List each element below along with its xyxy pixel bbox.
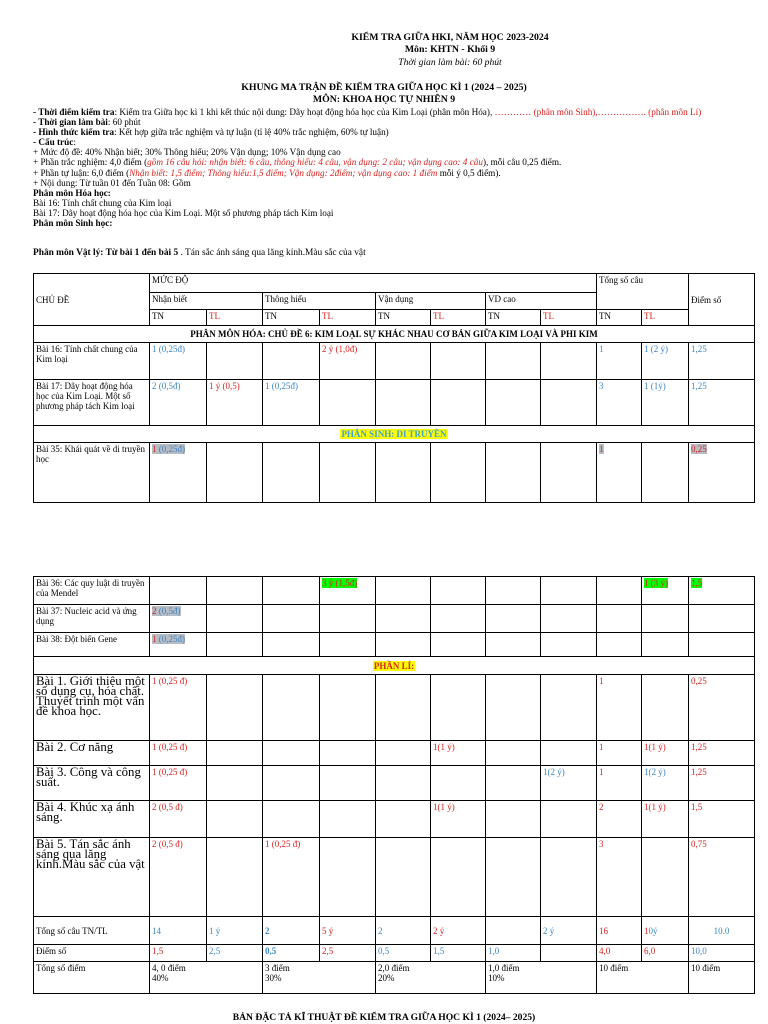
- header-tn: TN: [150, 310, 207, 326]
- cell: 1 (0,25đ): [263, 380, 320, 426]
- cell: [431, 675, 486, 741]
- cell: 1,5: [689, 801, 755, 838]
- cell: [486, 917, 541, 945]
- cell: [376, 605, 431, 633]
- header-levels: MỨC ĐỘ: [150, 274, 597, 293]
- cell: 1(2 ý): [642, 766, 689, 801]
- note-lesson-16: Bài 16: Tính chất chung của Kim loại: [33, 197, 172, 208]
- cell: [431, 343, 486, 380]
- cell: 2 (0,5 đ): [150, 838, 207, 917]
- cell: 10,0: [689, 945, 755, 962]
- cell: [486, 343, 541, 380]
- row-physics-lesson-2: Bài 2. Cơ năng: [34, 741, 150, 766]
- header-tl: TL: [642, 310, 689, 326]
- cell: [207, 577, 263, 605]
- cell: 1 (0,25 đ): [150, 741, 207, 766]
- cell: [150, 577, 207, 605]
- cell: 1(1 ý): [642, 741, 689, 766]
- cell: [431, 605, 486, 633]
- cell: [263, 343, 320, 380]
- cell: [320, 380, 376, 426]
- cell: 4,0: [597, 945, 642, 962]
- cell: [376, 380, 431, 426]
- cell: [263, 577, 320, 605]
- cell: 5 ý: [320, 917, 376, 945]
- header-topic: CHỦ ĐỀ: [34, 274, 150, 326]
- cell: [263, 766, 320, 801]
- note-biology-heading: Phân môn Sinh học:: [33, 218, 113, 229]
- matrix-table-part1: [33, 273, 755, 503]
- cell: 1 (0,25đ): [150, 343, 207, 380]
- cell: 1 (0,25đ): [150, 633, 207, 657]
- matrix-title: KHUNG MA TRẬN ĐỀ KIỂM TRA GIỮA HỌC KÌ 1 (2024 – 2025): [241, 82, 527, 93]
- cell: [597, 577, 642, 605]
- cell: [541, 741, 597, 766]
- row-lesson-37: Bài 37: Nucleic acid và ứng dụng: [34, 605, 150, 633]
- cell: [486, 838, 541, 917]
- cell: 10ý: [642, 917, 689, 945]
- cell: [541, 577, 597, 605]
- cell: 1: [597, 443, 642, 503]
- row-physics-lesson-5: Bài 5. Tán sắc ánh sáng qua lăng kính.Màu sắc của vật: [34, 838, 150, 917]
- cell: [320, 605, 376, 633]
- cell: [376, 675, 431, 741]
- cell: 2 (0,5đ): [150, 380, 207, 426]
- cell: 1,25: [689, 766, 755, 801]
- cell: [207, 838, 263, 917]
- header-score: Điểm số: [689, 274, 755, 326]
- cell: [541, 801, 597, 838]
- header-tl: TL: [207, 310, 263, 326]
- cell: 0,25: [689, 675, 755, 741]
- cell: 1,0 điểm 10%: [486, 962, 597, 994]
- cell: 2 (0,5đ): [150, 605, 207, 633]
- note-levels: + Mức độ đề: 40% Nhận biết; 30% Thông hiểu; 20% Vận dụng; 10% Vận dụng cao: [33, 147, 341, 158]
- cell: 2 (0,5 đ): [150, 801, 207, 838]
- cell: [597, 633, 642, 657]
- cell: 3: [597, 380, 642, 426]
- header-level-apply: Vận dụng: [376, 293, 486, 310]
- cell: [207, 766, 263, 801]
- cell: 16: [597, 917, 642, 945]
- cell: [376, 766, 431, 801]
- cell: [597, 605, 642, 633]
- cell: [486, 443, 541, 503]
- cell: [207, 675, 263, 741]
- cell: [431, 380, 486, 426]
- cell: [263, 675, 320, 741]
- cell: 0,5: [376, 945, 431, 962]
- header-tn: TN: [597, 310, 642, 326]
- cell: [263, 605, 320, 633]
- row-physics-lesson-4: Bài 4. Khúc xạ ánh sáng.: [34, 801, 150, 838]
- cell: 6,0: [642, 945, 689, 962]
- cell: [689, 633, 755, 657]
- cell: [486, 633, 541, 657]
- cell: 1: [597, 741, 642, 766]
- cell: [431, 443, 486, 503]
- cell: [689, 605, 755, 633]
- cell: [541, 443, 597, 503]
- header-level-advanced: VD cao: [486, 293, 597, 310]
- cell: 1(1 ý): [431, 801, 486, 838]
- cell: [541, 945, 597, 962]
- cell: [320, 633, 376, 657]
- cell: [486, 766, 541, 801]
- note-essay: + Phần tự luận: 6,0 điểm (Nhận biết: 1,5 điểm; Thông hiểu:1,5 điểm; Vận dụng: 2điểm; vận dụng cao: 1 điểm mỗi ý 0,5 điểm).: [33, 167, 501, 178]
- cell: 10 điểm: [689, 962, 755, 994]
- cell: 1 ý: [207, 917, 263, 945]
- cell: [642, 675, 689, 741]
- cell: 1 ý (0,5): [207, 380, 263, 426]
- cell: 1 (1ý): [642, 380, 689, 426]
- cell: 1 (3 ý): [642, 577, 689, 605]
- cell: [486, 741, 541, 766]
- cell: 1: [597, 675, 642, 741]
- cell: [320, 766, 376, 801]
- cell: 1,0: [486, 945, 541, 962]
- row-total-questions: Tổng số câu TN/TL: [34, 917, 150, 945]
- cell: 2,5: [320, 945, 376, 962]
- cell: [541, 633, 597, 657]
- note-chemistry-heading: Phân môn Hóa học:: [33, 187, 111, 198]
- cell: 2,0 điểm 20%: [376, 962, 486, 994]
- header-level-recognize: Nhận biết: [150, 293, 263, 310]
- row-score: Điểm số: [34, 945, 150, 962]
- note-physics: Phân môn Vật lý: Từ bài 1 đến bài 5 . Tán sắc ánh sáng qua lăng kính.Màu sắc của vật: [33, 248, 366, 258]
- cell: 0,75: [689, 838, 755, 917]
- cell: [263, 801, 320, 838]
- cell: 2 ý: [431, 917, 486, 945]
- header-tn: TN: [486, 310, 541, 326]
- note-lesson-17: Bài 17: Dãy hoạt động hóa học của Kim Loại. Một số phương pháp tách Kim loại: [33, 207, 334, 218]
- cell: 1,5: [689, 577, 755, 605]
- cell: 2,5: [207, 945, 263, 962]
- cell: [541, 675, 597, 741]
- cell: [320, 801, 376, 838]
- cell: 1,5: [150, 945, 207, 962]
- cell: 2 ý (1,0đ): [320, 343, 376, 380]
- matrix-table-part2: [33, 576, 755, 994]
- row-lesson-17: Bài 17: Dãy hoạt động hóa học của Kim Loại. Một số phương pháp tách Kim loại: [34, 380, 150, 426]
- note-time: - Thời điểm kiểm tra: Kiểm tra Giữa học kì 1 khi kết thúc nội dung: Dãy hoạt động hóa học của Kim Loại (phân môn Hóa), ………… (phân môn Sinh),……………. (phân môn Lí): [33, 107, 702, 117]
- header-tl: TL: [431, 310, 486, 326]
- row-total-score: Tổng số điểm: [34, 962, 150, 994]
- cell: 1,25: [689, 380, 755, 426]
- cell: 1,25: [689, 343, 755, 380]
- cell: 1 (0,25 đ): [150, 675, 207, 741]
- cell: 3 điểm 30%: [263, 962, 376, 994]
- cell: 3: [597, 838, 642, 917]
- cell: [486, 801, 541, 838]
- cell: [207, 741, 263, 766]
- cell: [431, 838, 486, 917]
- section-physics: PHẦN LÍ:: [34, 657, 755, 675]
- cell: [486, 577, 541, 605]
- matrix-subject: MÔN: KHOA HỌC TỰ NHIÊN 9: [312, 94, 456, 105]
- cell: 1(1 ý): [642, 801, 689, 838]
- row-lesson-35: Bài 35: Khái quát về di truyền học: [34, 443, 150, 503]
- cell: [320, 443, 376, 503]
- note-multiple-choice: + Phần trắc nghiệm: 4,0 điểm (gồm 16 câu hỏi: nhận biết: 6 câu, thông hiểu: 4 câu, vận dụng: 2 câu; vận dụng cao: 4 câu), mỗi câu 0,25 điểm.: [33, 157, 562, 168]
- subject-line: Môn: KHTN - Khối 9: [404, 44, 496, 55]
- cell: 1 (0,25đ): [150, 443, 207, 503]
- cell: 10 điểm: [597, 962, 689, 994]
- cell: [376, 343, 431, 380]
- note-content: + Nội dung: Từ tuần 01 đến Tuần 08: Gồm: [33, 177, 191, 188]
- cell: [376, 577, 431, 605]
- cell: [642, 838, 689, 917]
- cell: [642, 633, 689, 657]
- cell: [376, 443, 431, 503]
- cell: [207, 801, 263, 838]
- cell: [320, 838, 376, 917]
- header-tl: TL: [541, 310, 597, 326]
- cell: [642, 443, 689, 503]
- section-biology: PHÂN SINH: DI TRUYỀN: [34, 426, 755, 443]
- cell: 1 (2 ý): [642, 343, 689, 380]
- cell: [541, 605, 597, 633]
- exam-notes: [33, 107, 753, 228]
- cell: [207, 443, 263, 503]
- cell: [541, 380, 597, 426]
- cell: 2: [597, 801, 642, 838]
- cell: 14: [150, 917, 207, 945]
- cell: [486, 675, 541, 741]
- cell: 1(1 ý): [431, 741, 486, 766]
- row-lesson-16: Bài 16: Tính chất chung của Kim loại: [34, 343, 150, 380]
- section-chemistry: PHÂN MÔN HÓA: CHỦ ĐỀ 6: KIM LOẠI. SỰ KHÁC NHAU CƠ BẢN GIỮA KIM LOẠI VÀ PHI KIM: [34, 326, 755, 343]
- cell: 0,25: [689, 443, 755, 503]
- note-duration: - Thời gian làm bài: 60 phút: [33, 117, 141, 128]
- cell: [320, 675, 376, 741]
- cell: [486, 380, 541, 426]
- cell: 1(2 ý): [541, 766, 597, 801]
- cell: [320, 741, 376, 766]
- cell: [207, 343, 263, 380]
- cell: [431, 766, 486, 801]
- row-physics-lesson-1: Bài 1. Giới thiệu một số dụng cụ, hóa chất. Thuyết trình một vấn đề khoa học.: [34, 675, 150, 741]
- row-lesson-36: Bài 36: Các quy luật di truyền của Mendel: [34, 577, 150, 605]
- cell: 2 ý: [541, 917, 597, 945]
- cell: 1 (0,25 đ): [263, 838, 320, 917]
- cell: [376, 741, 431, 766]
- row-physics-lesson-3: Bài 3. Công và công suất.: [34, 766, 150, 801]
- exam-title: KIỂM TRA GIỮA HKI, NĂM HỌC 2023-2024: [351, 32, 549, 43]
- cell: [207, 633, 263, 657]
- cell: 0,5: [263, 945, 320, 962]
- cell: 1 (0,25 đ): [150, 766, 207, 801]
- cell: 1: [597, 766, 642, 801]
- cell: 1,25: [689, 741, 755, 766]
- cell: [642, 605, 689, 633]
- cell: [263, 443, 320, 503]
- cell: 1,5: [431, 945, 486, 962]
- header-total-questions: Tổng số câu: [597, 274, 689, 310]
- cell: [431, 577, 486, 605]
- cell: [541, 838, 597, 917]
- duration-line: Thời gian làm bài: 60 phút: [398, 57, 502, 68]
- header-tn: TN: [263, 310, 320, 326]
- cell: [486, 605, 541, 633]
- note-format: - Hình thức kiểm tra: Kết hợp giữa trắc nghiệm và tự luận (tỉ lệ 40% trắc nghiệm, 60% tự luận): [33, 127, 389, 138]
- cell: [263, 633, 320, 657]
- row-lesson-38: Bài 38: Đột biến Gene: [34, 633, 150, 657]
- note-structure: - Cấu trúc:: [33, 137, 76, 148]
- cell: [376, 633, 431, 657]
- cell: [207, 605, 263, 633]
- cell: 3 ý (1,5đ): [320, 577, 376, 605]
- cell: [263, 741, 320, 766]
- cell: 4, 0 điểm 40%: [150, 962, 263, 994]
- cell: [376, 838, 431, 917]
- cell: 2: [263, 917, 320, 945]
- header-tl: TL: [320, 310, 376, 326]
- header-level-understand: Thông hiểu: [263, 293, 376, 310]
- cell: [376, 801, 431, 838]
- spec-title: BẢN ĐẶC TẢ KĨ THUẬT ĐỀ KIỂM TRA GIỮA HỌC KÌ 1 (2024– 2025): [232, 1012, 536, 1023]
- cell: 1: [597, 343, 642, 380]
- header-tn: TN: [376, 310, 431, 326]
- cell: [431, 633, 486, 657]
- cell: 10.0: [689, 917, 755, 945]
- cell: 2: [376, 917, 431, 945]
- cell: [541, 343, 597, 380]
